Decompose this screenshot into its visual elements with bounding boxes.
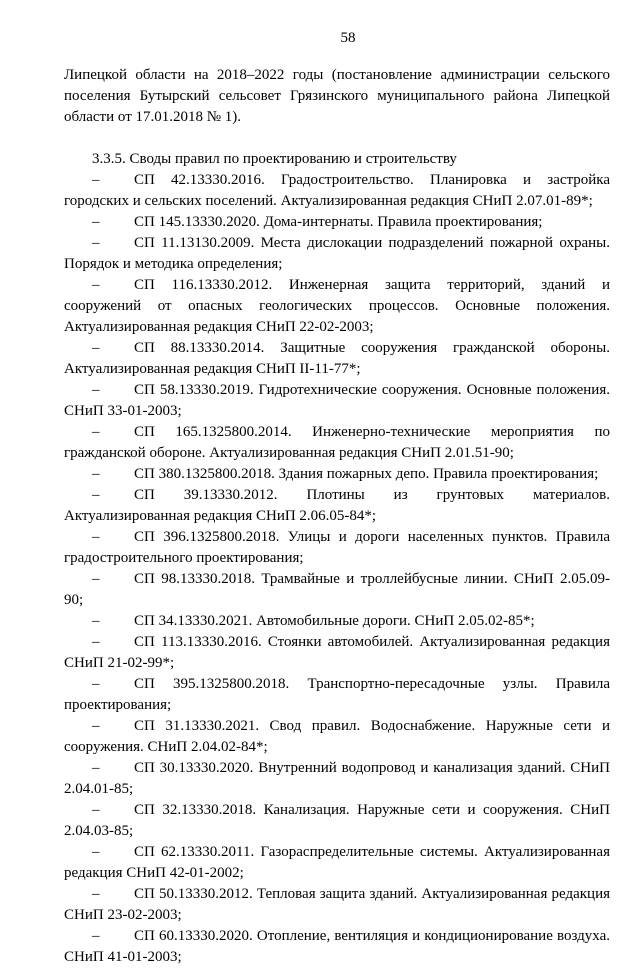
list-item-text: СП 32.13330.2018. Канализация. Наружные сети и сооружения. СНиП 2.04.03-85; — [64, 802, 610, 839]
list-dash: – — [92, 529, 100, 545]
list-item-text: СП 60.13330.2020. Отопление, вентиляция и кондиционирование воздуха. СНиП 41-01-2003; — [64, 928, 610, 965]
list-dash: – — [92, 172, 100, 188]
list-item — [64, 212, 610, 233]
list-item — [64, 233, 610, 275]
list-dash: – — [92, 466, 100, 482]
list-item-text: СП 62.13330.2011. Газораспределительные системы. Актуализированная редакция СНиП 42-01-2002; — [64, 844, 610, 881]
list-item — [64, 611, 610, 632]
list-dash: – — [92, 277, 100, 293]
list-item-text: СП 88.13330.2014. Защитные сооружения гражданской обороны. Актуализированная редакция СНиП II-11-77*; — [64, 340, 610, 377]
list-item-text: СП 11.13130.2009. Места дислокации подразделений пожарной охраны. Порядок и методика определения; — [64, 235, 610, 272]
list-item-text: СП 145.13330.2020. Дома-интернаты. Правила проектирования; — [134, 214, 543, 230]
list-dash: – — [92, 634, 100, 650]
list-item — [64, 926, 610, 968]
standards-list — [64, 170, 610, 968]
list-item-text: СП 380.1325800.2018. Здания пожарных депо. Правила проектирования; — [134, 466, 599, 482]
list-dash: – — [92, 844, 100, 860]
list-item-text: СП 98.13330.2018. Трамвайные и троллейбусные линии. СНиП 2.05.09-90; — [64, 571, 610, 608]
list-item — [64, 527, 610, 569]
list-dash: – — [92, 760, 100, 776]
list-item-text: СП 39.13330.2012. Плотины из грунтовых материалов. Актуализированная редакция СНиП 2.06.05-84*; — [64, 487, 610, 524]
list-item — [64, 485, 610, 527]
list-dash: – — [92, 340, 100, 356]
section-heading: 3.3.5. Своды правил по проектированию и строительству — [92, 151, 457, 167]
list-item-text: СП 165.1325800.2014. Инженерно-технические мероприятия по гражданской обороне. Актуализированная редакция СНиП 2.01.51-90; — [64, 424, 610, 461]
list-dash: – — [92, 382, 100, 398]
list-item-text: СП 113.13330.2016. Стоянки автомобилей. Актуализированная редакция СНиП 21-02-99*; — [64, 634, 610, 671]
list-item — [64, 716, 610, 758]
list-dash: – — [92, 487, 100, 503]
list-item — [64, 569, 610, 611]
list-item — [64, 170, 610, 212]
list-item-text: СП 116.13330.2012. Инженерная защита территорий, зданий и сооружений от опасных геологических процессов. Основные положения. Актуализированная редакция СНиП 22-02-2003; — [64, 277, 610, 335]
list-item-text: СП 395.1325800.2018. Транспортно-пересадочные узлы. Правила проектирования; — [64, 676, 610, 713]
list-item-text: СП 42.13330.2016. Градостроительство. Планировка и застройка городских и сельских поселений. Актуализированная редакция СНиП 2.07.01-89*; — [64, 172, 610, 209]
list-dash: – — [92, 802, 100, 818]
list-item — [64, 842, 610, 884]
list-item — [64, 464, 610, 485]
list-item-text: СП 396.1325800.2018. Улицы и дороги населенных пунктов. Правила градостроительного проектирования; — [64, 529, 610, 566]
list-item-text: СП 30.13330.2020. Внутренний водопровод и канализация зданий. СНиП 2.04.01-85; — [64, 760, 610, 797]
list-dash: – — [92, 424, 100, 440]
list-item — [64, 380, 610, 422]
document-page — [64, 28, 610, 968]
list-item — [64, 800, 610, 842]
list-item — [64, 422, 610, 464]
list-item — [64, 632, 610, 674]
list-item-text: СП 58.13330.2019. Гидротехнические сооружения. Основные положения. СНиП 33-01-2003; — [64, 382, 610, 419]
list-dash: – — [92, 613, 100, 629]
page-number: 58 — [340, 30, 356, 46]
list-dash: – — [92, 214, 100, 230]
list-dash: – — [92, 571, 100, 587]
list-dash: – — [92, 928, 100, 944]
list-dash: – — [92, 235, 100, 251]
list-item — [64, 338, 610, 380]
list-dash: – — [92, 676, 100, 692]
list-item — [64, 884, 610, 926]
list-item-text: СП 50.13330.2012. Тепловая защита зданий. Актуализированная редакция СНиП 23-02-2003; — [64, 886, 610, 923]
list-item-text: СП 31.13330.2021. Свод правил. Водоснабжение. Наружные сети и сооружения. СНиП 2.04.02-84*; — [64, 718, 610, 755]
list-item-text: СП 34.13330.2021. Автомобильные дороги. СНиП 2.05.02-85*; — [134, 613, 535, 629]
intro-paragraph: Липецкой области на 2018–2022 годы (постановление администрации сельского поселения Бутырский сельсовет Грязинского муниципального района Липецкой области от 17.01.2018 № 1). — [64, 67, 610, 125]
list-item — [64, 674, 610, 716]
list-item — [64, 275, 610, 338]
list-dash: – — [92, 886, 100, 902]
list-dash: – — [92, 718, 100, 734]
list-item — [64, 758, 610, 800]
